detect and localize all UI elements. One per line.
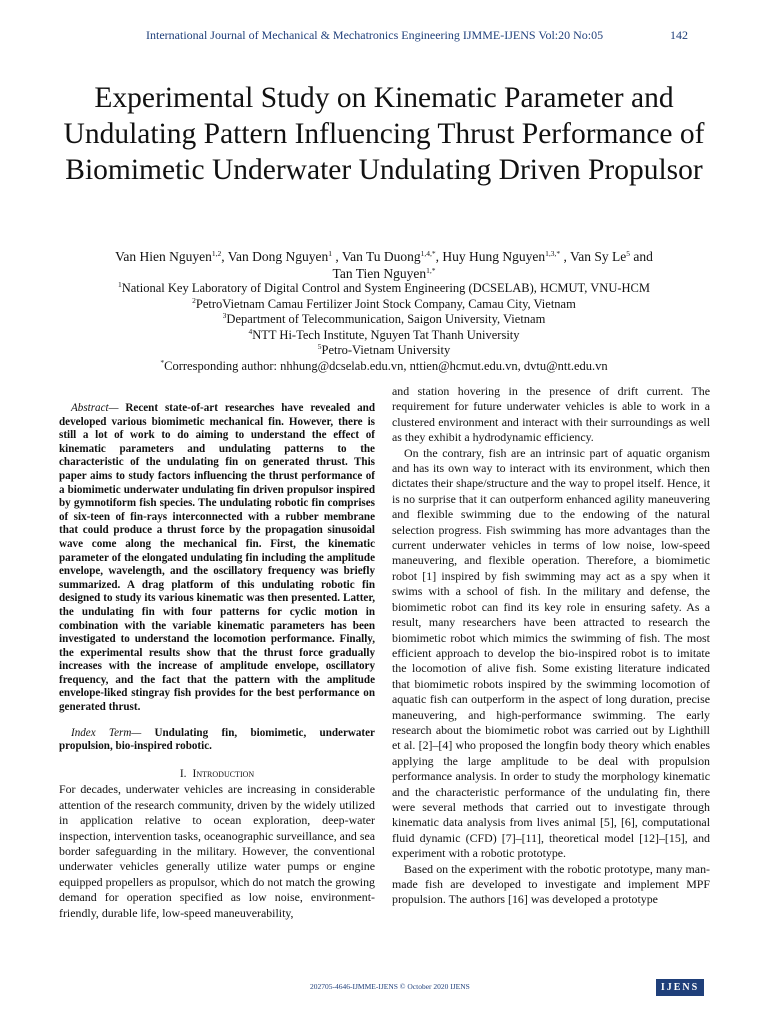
index-terms-text: Undulating fin, biomimetic, underwater propulsion, bio-inspired robotic. (59, 726, 375, 753)
body-paragraph: Based on the experiment with the robotic prototype, many man-made fish are developed to investigate and implement MPF propulsion. The authors [16] was developed a prototype (392, 861, 710, 907)
author: Tan Tien Nguyen$^{1,*}$ (332, 266, 436, 281)
section-heading-introduction: I. Introduction (179, 767, 255, 780)
author: Van Sy Le$^5$ and (570, 249, 653, 264)
intro-paragraph: For decades, underwater vehicles are increasing in considerable attention of the research community, driven by the widely utilized in application relative to ocean exploration, deep-water inspection, intervention tasks, oceanographic surveillance, and sea border safeguarding in the military. However, the conventional underwater vehicles generally utilize water pumps or engine equipped propellers as propulsor, which do not match the growing demand for operation specified as low noise, environment-friendly, durable life, low-speed maneuverability, (59, 782, 375, 920)
corresponding-author: *Corresponding author: nhhung@dcselab.edu.vn, nttien@hcmut.edu.vn, dvtu@ntt.edu.vn (160, 357, 608, 373)
author: Van Hien Nguyen$^{1,2}$, (115, 249, 228, 264)
index-terms (59, 727, 375, 754)
author: Van Tu Duong$^{1,4,*}$, (341, 249, 443, 264)
journal-name: International Journal of Mechanical & Mechatronics Engineering IJMME-IJENS Vol:20 No:05 (146, 28, 604, 42)
author: Huy Hung Nguyen$^{1,3,*}$ , (442, 249, 571, 264)
affiliation: $^1$National Key Laboratory of Digital Control and System Engineering (DCSELAB), HCMUT, VNU-HCM (117, 280, 651, 295)
abstract-text: Recent state-of-art researches have revealed and developed various biomimetic mechanical fin. However, there is still a lot of work to do aiming to understand the effect of kinematic parameters and undulating patterns to the characteristic of the undulating fin on generated thrust. This paper aims to study factors influencing the thrust performance of a biomimetic underwater undulating fin driven propulsor inspired by gymnotiform fish species. The undulating robotic fin comprises of six-teen of fin-rays interconnected with a rubber membrane that could produce a thrust force by the propagation sinusoidal wave come along the mechanical fin. First, the kinematic parameter of the elongated undulating fin including the amplitude envelope, wavelength, and the oscillatory frequency was briefly summarized. A drag platform of this undulating robotic fin designed to study its various kinematic was then presented. Latter, the undulating fin with four patterns for cyclic motion in combination with the variable kinematic parameters has been investigated to understand the locomotion performance. Finally, the experimental results show that the thrust force gradually increases with the increase of amplitude envelope, oscillatory frequency, and the fact that the pattern with the amplitude envelope-liked stingray fish provides for the best performance on generated thrust. (59, 402, 375, 714)
abstract (59, 402, 375, 715)
affiliation: $^5$Petro-Vietnam University (317, 342, 451, 358)
ijens-logo: IJENS (656, 979, 704, 996)
author-list (60, 248, 708, 282)
paper-title: Experimental Study on Kinematic Parameter and Undulating Pattern Influencing Thrust Performance of Biomimetic Underwater Undulating Driven Propulsor (63, 82, 705, 186)
author: Van Dong Nguyen$^1$ , (227, 249, 342, 264)
affiliation: $^2$PetroVietnam Camau Fertilizer Joint Stock Company, Camau City, Vietnam (192, 295, 576, 311)
abstract-label: Abstract— (71, 402, 119, 414)
body-paragraph: and station hovering in the presence of drift current. The requirement for future underwater vehicles is able to work in a clustered environment and interact with their surroundings as well as they exhibit a hydrodynamic efficiency. (392, 384, 710, 445)
affiliation: $^4$NTT Hi-Tech Institute, Nguyen Tat Thanh University (248, 326, 520, 342)
left-column (59, 402, 375, 921)
index-terms-label: Index Term— (71, 726, 142, 739)
page-number: 142 (670, 28, 688, 42)
right-column (392, 384, 710, 908)
footer-copyright: 202705-4646-IJMME-IJENS © October 2020 IJENS (310, 982, 470, 991)
affiliation: $^3$Department of Telecommunication, Saigon University, Vietnam (222, 311, 546, 327)
body-paragraph: On the contrary, fish are an intrinsic part of aquatic organism and has its own way to interact with its environment, which then dictates their shape/structure and the way to propel itself. Hence, it is no surprise that it can outperform enhanced agility maneuvering and flexible swimming due to the endowing of the natural selection progress. Fish swimming has more advantages than the current underwater vehicles in terms of low noise, low-speed maneuvering, and flexible operation. Therefore, a biomimetic robot [1] inspired by fish swimming may act as a spy when it swims with a school of fish. In the military and defense, the biomimetic robot can find its key role in ensuring safety. As a result, many researchers have been attracted to research the biomimetic robot which mimics the swimming of fish. The most efficient approach to develop the bio-inspired robot is to imitate the locomotion of alive fish. Some existing literature indicated that biomimetic robots inspired by the swimming locomotion of aquatic fish can outperform in the aspect of long duration, precise maneuvering, and high-performance swimming. The early research about the biomimetic robot was carried out by Lighthill et al. [2]–[4] who proposed the longfin body theory which enables applying the large amplitude to be deal with propulsion performance analysis. In order to study the morphology kinematic and the characteristic performance of the undulating fin, there were several methods that carried out to investigate through kinematic data analysis from lives animal [5], [6], computational fluid dynamic (CFD) [7]–[11], theoretical model [12]–[15], and experiment with a robotic prototype. (392, 445, 710, 861)
affiliation-list (60, 281, 708, 375)
